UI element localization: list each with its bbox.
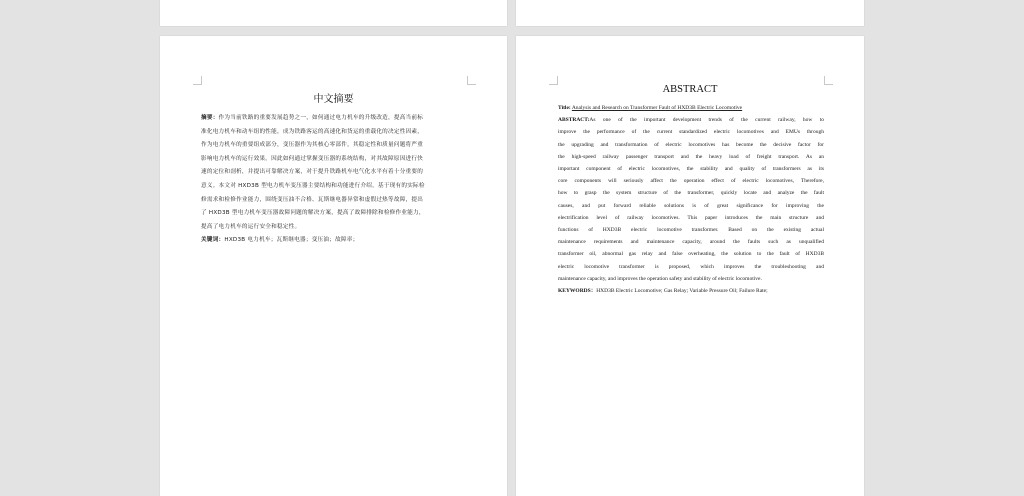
abstract-line: the high-speed railway passenger transport and the heavy load of freight transport. As an <box>558 153 824 160</box>
abstract-text: As one of the important development trends of the current railway, how to <box>589 117 824 124</box>
abstract-line: 速的定位和剖析，并提出可靠解决方案，对于提升铁路机车电气化水平有着十分重要的 <box>201 169 424 176</box>
previous-page-left <box>160 0 507 26</box>
abstract-line: maintenance capacity, and improves the operation safety and stability of electric locomotive. <box>558 275 762 282</box>
keywords-line <box>201 234 467 248</box>
title-line <box>558 102 824 114</box>
abstract-line: 意义。本文对 HXD3B 型电力机车变压器主要结构和功能进行介绍，基于现有的实际检 <box>201 182 425 189</box>
keywords-line <box>558 285 824 297</box>
page-chinese-abstract[interactable] <box>160 36 507 496</box>
chinese-abstract-body[interactable] <box>201 112 467 248</box>
abstract-line: 修需求和检修作业能力，围绕变压油不合格、瓦斯继电器异常和虚假过热等故障，提出 <box>201 196 424 203</box>
abstract-line: 了 HXD3B 型电力机车变压器故障问题的解决方案，提高了故障排除和检修作业能力， <box>201 210 425 217</box>
abstract-line: electrification level of railway locomotives. This paper introduces the main structure and <box>558 214 824 221</box>
abstract-label: ABSTRACT: <box>558 117 590 124</box>
abstract-line: transformer oil, abnormal gas relay and false overheating, the solution to the fault of HXD3B <box>558 251 824 258</box>
keywords-text: HXD3B Electric Locomotive; Gas Relay; Variable Pressure Oil; Failure Rate; <box>596 288 768 295</box>
page-english-abstract[interactable] <box>516 36 864 496</box>
abstract-line: functions of HXD3B electric locomotive transformer. Based on the existing actual <box>558 227 824 234</box>
abstract-line: 准化电力机车和动车组的性能，成为铁路客运的高速化和货运的重载化的决定性因素， <box>201 128 424 135</box>
abstract-line: causes, and put forward reliable solutions is of great significance for improving the <box>558 202 824 209</box>
margin-corner-mark <box>193 76 202 85</box>
abstract-line: 影响电力机车的运行效果。因此如何通过掌握变压器的系统结构，对其故障原因进行快 <box>201 155 424 162</box>
keywords-label: KEYWORDS： <box>558 288 597 295</box>
abstract-line: important component of electric locomotives, the stability and quality of transformers as its <box>558 166 824 173</box>
english-abstract-body[interactable] <box>558 102 824 297</box>
abstract-line: electric locomotive transformer is proposed, which improves the troubleshooting and <box>558 263 824 270</box>
abstract-line: the upgrading and transformation of electric locomotives has become the decisive factor for <box>558 141 824 148</box>
abstract-line: 提高了电力机车的运行安全和稳定性。 <box>201 223 301 230</box>
abstract-text: 作为当前铁路的重要发展趋势之一，如何通过电力机车的升级改造，提高当前标 <box>218 115 424 121</box>
keywords-text: HXD3B 电力机车；瓦斯继电器；变压油；故障率； <box>224 237 359 244</box>
chinese-abstract-title: 中文摘要 <box>313 94 354 105</box>
abstract-label: 摘要： <box>201 115 219 121</box>
title-label: Title: <box>558 105 571 111</box>
abstract-line: maintenance requirements and maintenance capacity, around the faults such as unqualified <box>558 239 824 246</box>
abstract-line: 作为电力机车的重要组成部分，变压器作为其核心零部件，其稳定性和质量问题将严重 <box>201 142 424 149</box>
margin-corner-mark <box>467 76 476 85</box>
abstract-line: how to grasp the system structure of the transformer, quickly locate and analyze the fault <box>558 190 824 197</box>
abstract-line: improve the performance of the current standardized electric locomotives and EMUs through <box>558 129 824 136</box>
abstract-line: core components will seriously affect the operation effect of electric locomotives, Therefore, <box>558 178 824 185</box>
previous-page-right <box>516 0 864 26</box>
keywords-label: 关键词： <box>201 237 225 244</box>
paper-title: Analysis and Research on Transformer Fault of HXD3B Electric Locomotive <box>571 105 743 111</box>
abstract-line <box>201 112 467 126</box>
abstract-line <box>558 114 824 126</box>
english-abstract-title: ABSTRACT <box>662 84 718 95</box>
